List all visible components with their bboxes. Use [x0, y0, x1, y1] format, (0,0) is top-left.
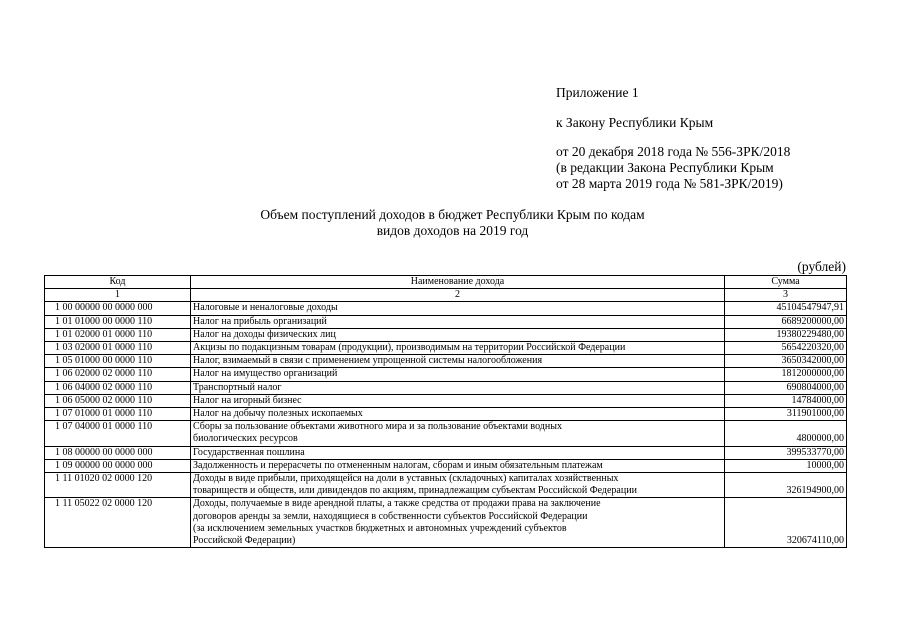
income-name-line: Налог на игорный бизнес [193, 394, 302, 406]
column-number: 3 [725, 289, 847, 302]
income-name-line: Российской Федерации) [193, 535, 296, 547]
income-sum: 320674110,00 [725, 498, 847, 548]
table-row [45, 408, 847, 421]
table-header-row [45, 276, 847, 289]
table-row [45, 394, 847, 407]
income-code: 1 05 01000 00 0000 110 [45, 355, 191, 368]
table-row [45, 368, 847, 381]
income-sum: 326194900,00 [725, 473, 847, 498]
column-number: 1 [45, 289, 191, 302]
income-sum: 19380229480,00 [725, 328, 847, 341]
income-name [191, 498, 725, 548]
income-name [191, 302, 725, 315]
income-sum: 6689200000,00 [725, 315, 847, 328]
income-name-line: Налог на добычу полезных ископаемых [193, 408, 363, 420]
revenue-table [44, 275, 847, 548]
units-label: (рублей) [797, 259, 846, 274]
income-name [191, 342, 725, 355]
income-name [191, 473, 725, 498]
income-sum: 399533770,00 [725, 446, 847, 459]
table-row [45, 315, 847, 328]
income-code: 1 01 02000 01 0000 110 [45, 328, 191, 341]
column-header-name: Наименование дохода [191, 276, 725, 289]
income-code: 1 03 02000 01 0000 110 [45, 342, 191, 355]
income-sum: 10000,00 [725, 459, 847, 472]
income-name-line: (за исключением земельных участков бюджетных и автономных учреждений субъектов [193, 522, 567, 534]
column-number: 2 [191, 289, 725, 302]
income-code: 1 08 00000 00 0000 000 [45, 446, 191, 459]
income-name-line: Государственная пошлина [193, 446, 305, 458]
table-row [45, 459, 847, 472]
income-sum: 14784000,00 [725, 394, 847, 407]
income-sum: 3650342000,00 [725, 355, 847, 368]
table-row [45, 328, 847, 341]
income-code: 1 06 04000 02 0000 110 [45, 381, 191, 394]
appendix-label: Приложение 1 [556, 85, 639, 100]
income-code: 1 06 05000 02 0000 110 [45, 394, 191, 407]
income-code: 1 09 00000 00 0000 000 [45, 459, 191, 472]
income-name [191, 408, 725, 421]
income-sum: 5654220320,00 [725, 342, 847, 355]
income-name-line: Акцизы по подакцизным товарам (продукции), производимым на территории Российской Федерации [193, 342, 626, 354]
income-name-line: Налог на прибыль организаций [193, 315, 327, 327]
income-sum: 311901000,00 [725, 408, 847, 421]
income-sum: 45104547947,91 [725, 302, 847, 315]
table-body [45, 302, 847, 548]
income-code: 1 07 01000 01 0000 110 [45, 408, 191, 421]
edition-line-1: (в редакции Закона Республики Крым [556, 160, 774, 175]
document-title [0, 207, 905, 239]
table-row [45, 498, 847, 548]
income-name [191, 381, 725, 394]
income-name-line: Доходы в виде прибыли, приходящейся на доли в уставных (складочных) капиталах хозяйственных [193, 473, 619, 485]
column-number-row [45, 289, 847, 302]
income-sum: 1812000000,00 [725, 368, 847, 381]
income-name [191, 446, 725, 459]
income-code: 1 11 01020 02 0000 120 [45, 473, 191, 498]
income-name [191, 421, 725, 446]
income-name-line: биологических ресурсов [193, 433, 298, 445]
column-header-code: Код [45, 276, 191, 289]
table-row [45, 355, 847, 368]
income-name [191, 355, 725, 368]
appendix-header [556, 85, 790, 192]
title-line-1: Объем поступлений доходов в бюджет Республики Крым по кодам [260, 207, 645, 222]
income-code: 1 06 02000 02 0000 110 [45, 368, 191, 381]
law-date: от 20 декабря 2018 года № 556-ЗРК/2018 [556, 144, 791, 159]
income-name-line: договоров аренды за земли, находящиеся в собственности субъектов Российской Федерации [193, 510, 588, 522]
table-row [45, 421, 847, 446]
income-name-line: Налог, взимаемый в связи с применением упрощенной системы налогообложения [193, 355, 543, 367]
title-line-2: видов доходов на 2019 год [376, 223, 529, 238]
income-sum: 690804000,00 [725, 381, 847, 394]
income-name-line: Налог на имущество организаций [193, 368, 338, 380]
edition-line-2: от 28 марта 2019 года № 581-ЗРК/2019) [556, 176, 783, 191]
income-name-line: Доходы, получаемые в виде арендной платы, а также средства от продажи права на заключение [193, 498, 601, 510]
income-name-line: Сборы за пользование объектами животного мира и за пользование объектами водных [193, 421, 562, 433]
income-name-line: Задолженность и перерасчеты по отмененным налогам, сборам и иным обязательным платежам [193, 459, 603, 471]
income-name-line: товариществ и обществ, или дивидендов по акциям, принадлежащим субъектам Российской Федерации [193, 485, 637, 497]
income-sum: 4800000,00 [725, 421, 847, 446]
column-header-sum: Сумма [725, 276, 847, 289]
income-code: 1 11 05022 02 0000 120 [45, 498, 191, 548]
table-row [45, 342, 847, 355]
income-name-line: Налог на доходы физических лиц [193, 328, 336, 340]
income-name [191, 368, 725, 381]
income-name [191, 328, 725, 341]
income-name-line: Налоговые и неналоговые доходы [193, 302, 338, 314]
law-reference: к Закону Республики Крым [556, 115, 714, 130]
income-code: 1 00 00000 00 0000 000 [45, 302, 191, 315]
table-row [45, 302, 847, 315]
income-code: 1 07 04000 01 0000 110 [45, 421, 191, 446]
income-code: 1 01 01000 00 0000 110 [45, 315, 191, 328]
table-row [45, 473, 847, 498]
table-row [45, 446, 847, 459]
income-name [191, 394, 725, 407]
income-name-line: Транспортный налог [193, 381, 282, 393]
table-row [45, 381, 847, 394]
income-name [191, 459, 725, 472]
income-name [191, 315, 725, 328]
